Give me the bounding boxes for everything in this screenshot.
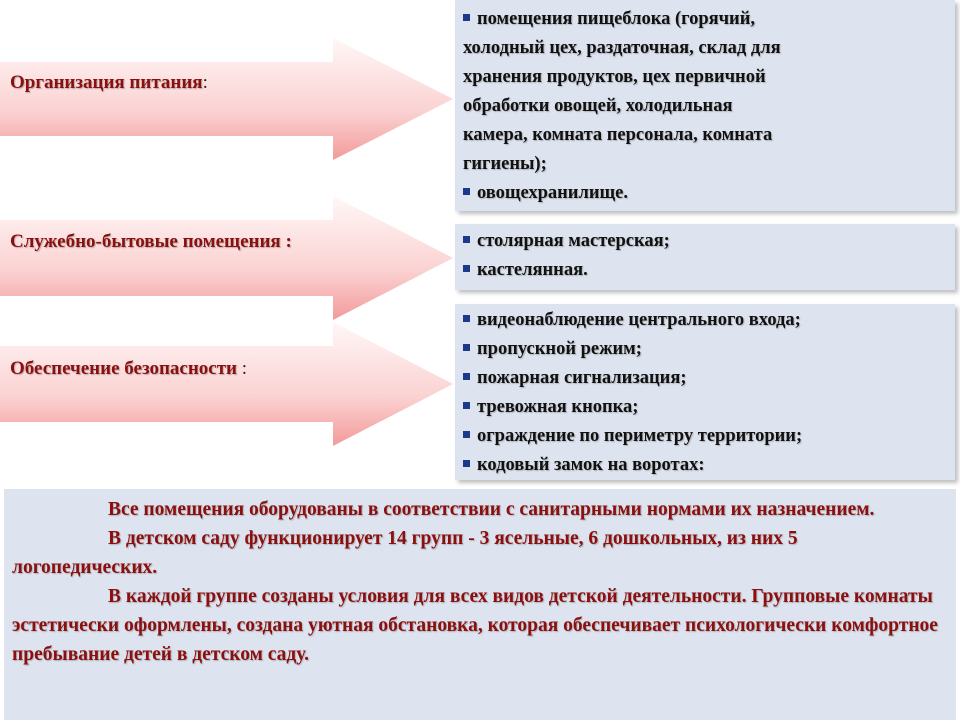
bullet-icon xyxy=(463,402,470,409)
list-item: холодный цех, раздаточная, склад для xyxy=(463,38,781,58)
list-item: кодовый замок на воротах: xyxy=(463,451,949,480)
list-item: помещения пищеблока (горячий, xyxy=(463,5,949,34)
bullet-icon xyxy=(463,265,470,272)
arrow-shape xyxy=(0,196,455,320)
list-item: гигиены); xyxy=(463,154,547,174)
list-item: хранения продуктов, цех первичной xyxy=(463,67,766,87)
list-item: обработки овощей, холодильная xyxy=(463,96,733,116)
section-label-food: Организация питания: xyxy=(10,72,208,93)
list-item: ограждение по периметру территории; xyxy=(463,422,949,451)
arrow-shape xyxy=(0,322,455,446)
bullet-icon xyxy=(463,344,470,351)
arrow-security xyxy=(0,322,455,446)
summary-paragraph: В детском саду функционирует 14 групп - 3 ясельные, 6 дошкольных, из них 5 логопедических. xyxy=(12,528,798,578)
summary-paragraph: В каждой группе созданы условия для всех видов детской деятельности. Групповые комнаты эстетически оформлены, создана уютная обстановка, которая обеспечивает психологически комфортное пребывание детей в детском саду. xyxy=(12,586,938,665)
list-item: камера, комната персонала, комната xyxy=(463,125,773,145)
section-label-security: Обеспечение безопасности : xyxy=(10,358,248,379)
list-item: кастелянная. xyxy=(463,256,949,285)
bullet-icon xyxy=(463,431,470,438)
bullet-icon xyxy=(463,315,470,322)
bullet-icon xyxy=(463,460,470,467)
arrow-service xyxy=(0,196,455,320)
security-items-box xyxy=(455,304,955,480)
summary-box xyxy=(4,489,956,720)
bullet-icon xyxy=(463,373,470,380)
food-items-box xyxy=(455,0,955,211)
service-items-box xyxy=(455,224,955,290)
summary-paragraph: Все помещения оборудованы в соответствии с санитарными нормами их назначением. xyxy=(108,499,875,520)
list-item: пропускной режим; xyxy=(463,335,949,364)
bullet-icon xyxy=(463,236,470,243)
list-item: столярная мастерская; xyxy=(463,227,949,256)
list-item: овощехранилище. xyxy=(463,179,949,208)
list-item: видеонаблюдение центрального входа; xyxy=(463,306,949,335)
section-label-service: Служебно-бытовые помещения : xyxy=(10,231,292,252)
list-item: пожарная сигнализация; xyxy=(463,364,949,393)
arrow-shape xyxy=(0,38,455,160)
bullet-icon xyxy=(463,188,470,195)
list-item: тревожная кнопка; xyxy=(463,393,949,422)
bullet-icon xyxy=(463,14,470,21)
arrow-food xyxy=(0,38,455,160)
